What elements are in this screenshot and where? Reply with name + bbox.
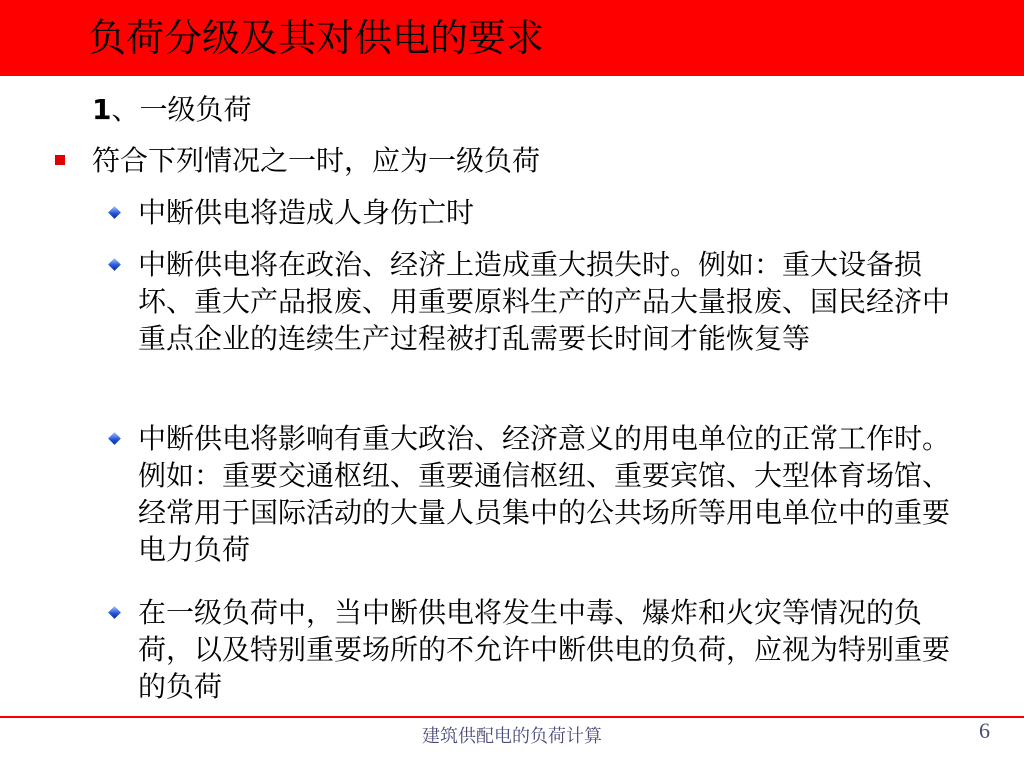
- diamond-bullet-icon: [108, 258, 121, 271]
- diamond-bullet-icon: [108, 432, 121, 445]
- level1-text: 符合下列情况之一时，应为一级负荷: [92, 144, 541, 177]
- square-bullet-icon: [55, 155, 65, 165]
- slide-title: 负荷分级及其对供电的要求: [88, 16, 545, 60]
- list-item-text: 中断供电将影响有重大政治、经济意义的用电单位的正常工作时。例如：重要交通枢纽、重要通信枢纽、重要宾馆、大型体育场馆、经常用于国际活动的大量人员集中的公共场所等用电单位中的重要电力负荷: [138, 422, 951, 566]
- diamond-bullet-icon: [108, 606, 121, 619]
- sub-heading-text: 、一级负荷: [111, 93, 252, 126]
- footer-divider: [0, 716, 1024, 718]
- sub-heading: [92, 90, 252, 130]
- sub-heading-number: 1: [92, 93, 112, 126]
- footer-text: 建筑供配电的负荷计算: [422, 726, 602, 747]
- diamond-bullet-icon: [108, 206, 121, 219]
- list-item-text: 中断供电将造成人身伤亡时: [138, 196, 475, 229]
- list-item-text: 中断供电将在政治、经济上造成重大损失时。例如：重大设备损坏、重大产品报废、用重要原料生产的产品大量报废、国民经济中重点企业的连续生产过程被打乱需要长时间才能恢复等: [138, 248, 951, 355]
- page-number: 6: [979, 718, 990, 743]
- list-item-text: 在一级负荷中，当中断供电将发生中毒、爆炸和火灾等情况的负荷，以及特别重要场所的不允许中断供电的负荷，应视为特别重要的负荷: [138, 596, 951, 703]
